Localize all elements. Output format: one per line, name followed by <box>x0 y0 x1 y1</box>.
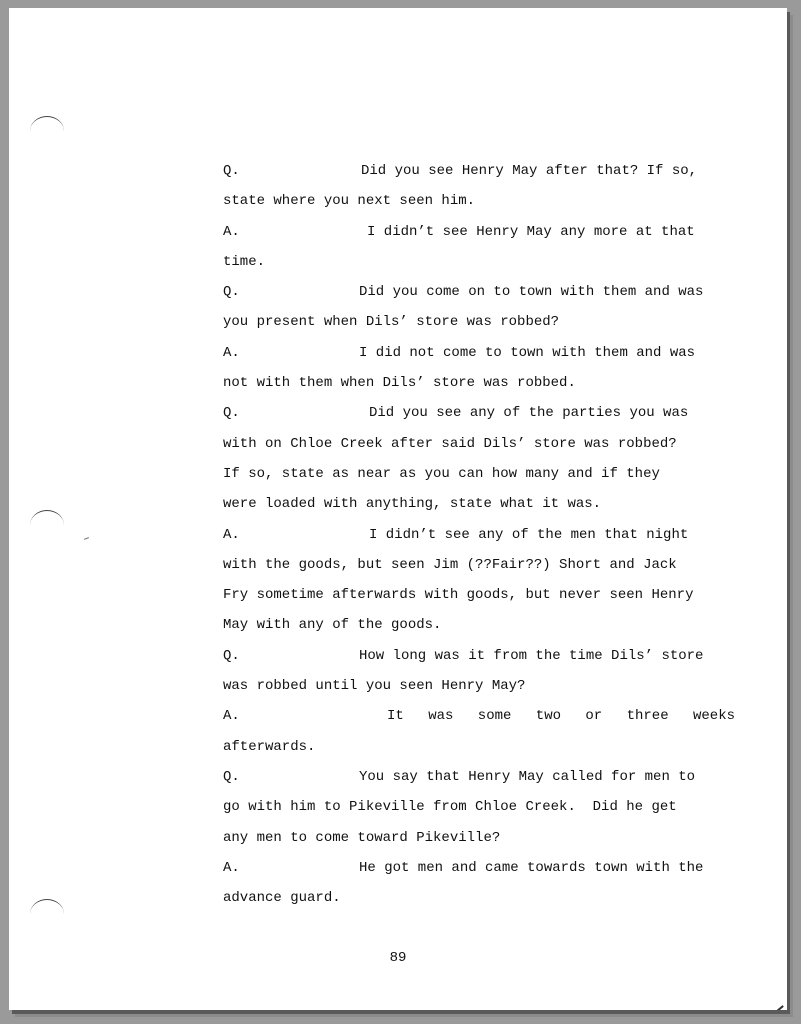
transcript <box>223 156 735 913</box>
qa-continuation: time. <box>223 253 266 270</box>
qa-first-line <box>223 762 735 792</box>
qa-text: Did you come on to town with them and was <box>359 284 704 301</box>
qa-label: Q. <box>223 163 240 179</box>
qa-continuation: with on Chloe Creek after said Dils’ store was robbed? <box>223 435 677 452</box>
qa-continuation: afterwards. <box>223 738 316 755</box>
qa-continuation: Fry sometime afterwards with goods, but never seen Henry <box>223 587 694 604</box>
qa-text: It was some two or three weeks <box>387 708 735 725</box>
qa-continuation: advance guard. <box>223 890 341 907</box>
qa-continuation: If so, state as near as you can how many and if they <box>223 465 660 482</box>
page-number: 89 <box>389 950 407 966</box>
qa-continuation: state where you next seen him. <box>223 193 476 210</box>
qa-text: I didn’t see any of the men that night <box>369 526 689 543</box>
qa-text: I didn’t see Henry May any more at that <box>367 223 695 240</box>
qa-continuation: go with him to Pikeville from Chloe Creek. Did he get <box>223 799 677 816</box>
document-page <box>9 8 787 1010</box>
qa-text: Did you see Henry May after that? If so, <box>361 163 698 179</box>
qa-first-line <box>223 156 735 186</box>
binder-hole-mark <box>30 510 64 525</box>
qa-first-line <box>223 277 735 307</box>
page-corner-mark <box>766 1005 784 1010</box>
qa-text: You say that Henry May called for men to <box>359 768 696 785</box>
qa-first-line <box>223 641 735 671</box>
qa-first-line <box>223 398 735 428</box>
qa-label: A. <box>223 223 240 240</box>
qa-label: A. <box>223 859 240 876</box>
qa-label: Q. <box>223 647 240 664</box>
qa-continuation: with the goods, but seen Jim (??Fair??) Short and Jack <box>223 556 677 573</box>
qa-label: A. <box>223 526 240 543</box>
qa-continuation: May with any of the goods. <box>223 617 442 634</box>
qa-continuation: you present when Dils’ store was robbed? <box>223 314 560 331</box>
qa-continuation: any men to come toward Pikeville? <box>223 829 501 846</box>
qa-first-line <box>223 853 735 883</box>
qa-label: Q. <box>223 284 240 301</box>
scan-speck <box>84 537 89 540</box>
qa-label: A. <box>223 708 240 725</box>
qa-continuation: were loaded with anything, state what it was. <box>223 496 602 513</box>
qa-first-line <box>223 701 735 731</box>
qa-continuation: was robbed until you seen Henry May? <box>223 678 526 695</box>
qa-label: Q. <box>223 768 240 785</box>
qa-first-line <box>223 217 735 247</box>
qa-text: Did you see any of the parties you was <box>369 405 689 422</box>
qa-text: How long was it from the time Dils’ store <box>359 647 704 664</box>
qa-text: I did not come to town with them and was <box>359 344 696 361</box>
binder-hole-mark <box>30 899 64 914</box>
qa-first-line <box>223 338 735 368</box>
qa-text: He got men and came towards town with the <box>359 859 704 876</box>
qa-first-line <box>223 520 735 550</box>
binder-hole-mark <box>30 116 64 131</box>
qa-label: Q. <box>223 405 240 422</box>
qa-continuation: not with them when Dils’ store was robbed. <box>223 375 576 392</box>
qa-label: A. <box>223 344 240 361</box>
